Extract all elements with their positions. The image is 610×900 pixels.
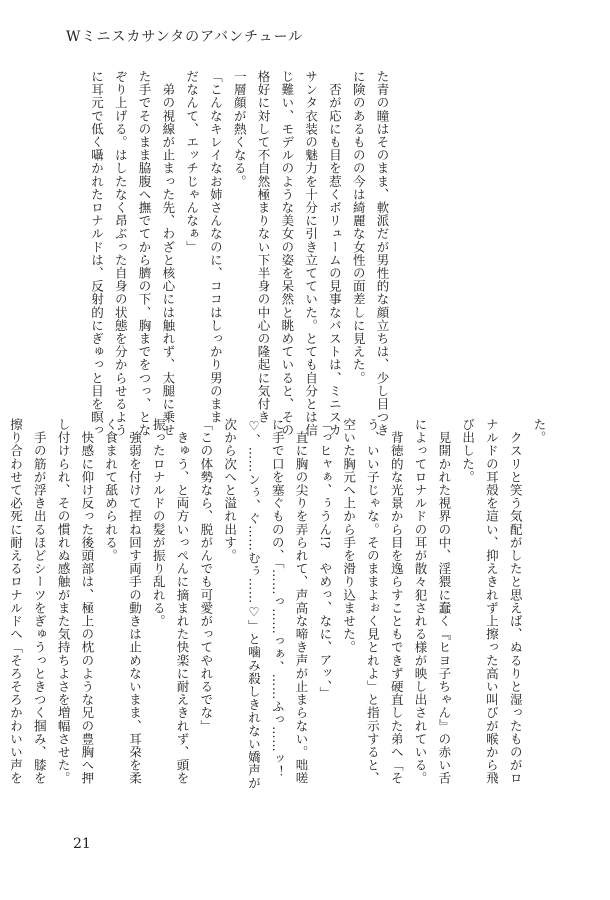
text-line: 格好に対して不自然極まりない下半身の中心の隆起に気付き: [256, 70, 272, 424]
text-line: 「こんなキレイなお姉さんなのに、ココはしっかり男のまま: [208, 70, 224, 424]
text-line: う、いい子じゃな。そのままよぉく見とれよ」と指示すると、: [365, 418, 381, 785]
text-line: に険のあるものの今は綺麗な女性の面差しに見えた。: [351, 70, 367, 385]
text-line: し付けられ、その慣れぬ感触がまた気持ちよさを増幅させた。: [56, 418, 72, 785]
text-line: 見開かれた視界の中、淫猥に蠢く『ヒヨ子ちゃん』の赤い舌: [436, 418, 452, 785]
text-line: 振ったロナルドの髪が振り乱れる。: [151, 418, 167, 628]
text-line: 弟の視線が止まった先、わざと核心には触れず、太腿に乗せ: [160, 70, 176, 437]
text-line: ぞり上げる。はしたなく昂ぶった自身の状態を分からせるよう: [113, 70, 129, 437]
page-number: 21: [73, 836, 91, 852]
text-line: じ難い、モデルのような美女の姿を呆然と眺めていると、その: [279, 70, 295, 437]
text-line: 「っヒャぁ、ぅうん!? やめっ、なに、アッ、」: [317, 418, 333, 700]
text-line: 一層顔が熱くなる。: [232, 70, 248, 188]
text-line: きゅう、と両方いっぺんに摘まれた快楽に耐えきれず、頭を: [175, 418, 191, 785]
text-line: に手で口を塞ぐものの、「……っ……っぁ、……ふっ……ッ！: [270, 418, 286, 779]
text-line: 手の筋が浮き出るほどシーツをぎゅうっときつく掴み、膝を: [32, 418, 48, 785]
text-line: ♡、……ンぅ、ぐ……むぅ……♡」と噛み殺しきれない嬌声が: [246, 418, 262, 790]
text-line: た手でそのまま脇腹へ撫でてから臍の下、胸までをつっ、とな: [137, 70, 153, 437]
text-line: によってロナルドの耳が散々犯される様が映し出されている。: [413, 418, 429, 785]
text-line: だなんて、エッチじゃんなぁ」: [184, 70, 200, 254]
text-line: 強弱を付けて捏ね回す両手の動きは止めないまま、耳朶を柔: [127, 418, 143, 785]
text-line: 空いた胸元へ上から手を滑り込ませた。: [341, 418, 357, 654]
text-line: た青の瞳はそのまま、軟派だが男性的な顔立ちは、少し目つき: [375, 70, 390, 437]
text-column-top: [89, 70, 394, 437]
text-line: た。: [532, 418, 547, 445]
text-line: 擦り合わせて必死に耐えるロナルドへ「そろそろかわいい声を: [8, 418, 24, 785]
text-line: 否が応にも目を惹くボリュームの見事なバストは、ミニスカ: [327, 70, 343, 437]
text-line: に耳元で低く囁かれたロナルドは、反射的にぎゅっと目を瞑っ: [89, 70, 105, 437]
text-column-bottom: [8, 418, 551, 790]
text-line: 次から次へと溢れ出す。: [222, 418, 238, 563]
text-line: サンタ衣装の魅力を十分に引き立てていた。とても自分とは信: [303, 70, 319, 437]
text-line: 背徳的な光景から目を逸らすこともできず硬直した弟へ「そ: [389, 418, 405, 785]
text-line: [0, 418, 4, 748]
text-line: 「この体勢なら、脱がんでも可愛がってやれるでな」: [198, 418, 214, 733]
text-line: び出した。: [460, 418, 476, 484]
text-line: く食まれて舐められる。: [103, 418, 119, 563]
text-line: 快感に仰け反った後頭部は、極上の枕のような兄の豊胸へ押: [79, 418, 95, 785]
text-line: 直に胸の尖りを弄られて、声高な啼き声が止まらない。咄嗟: [294, 418, 310, 785]
text-line: ナルドの耳殻を這い、抑えきれず上擦った高い叫びが喉から飛: [484, 418, 500, 785]
running-header: Wミニスカサンタのアバンチュール: [66, 29, 304, 45]
text-line: クスリと笑う気配がしたと思えば、ぬるりと湿ったものがロ: [508, 418, 524, 785]
